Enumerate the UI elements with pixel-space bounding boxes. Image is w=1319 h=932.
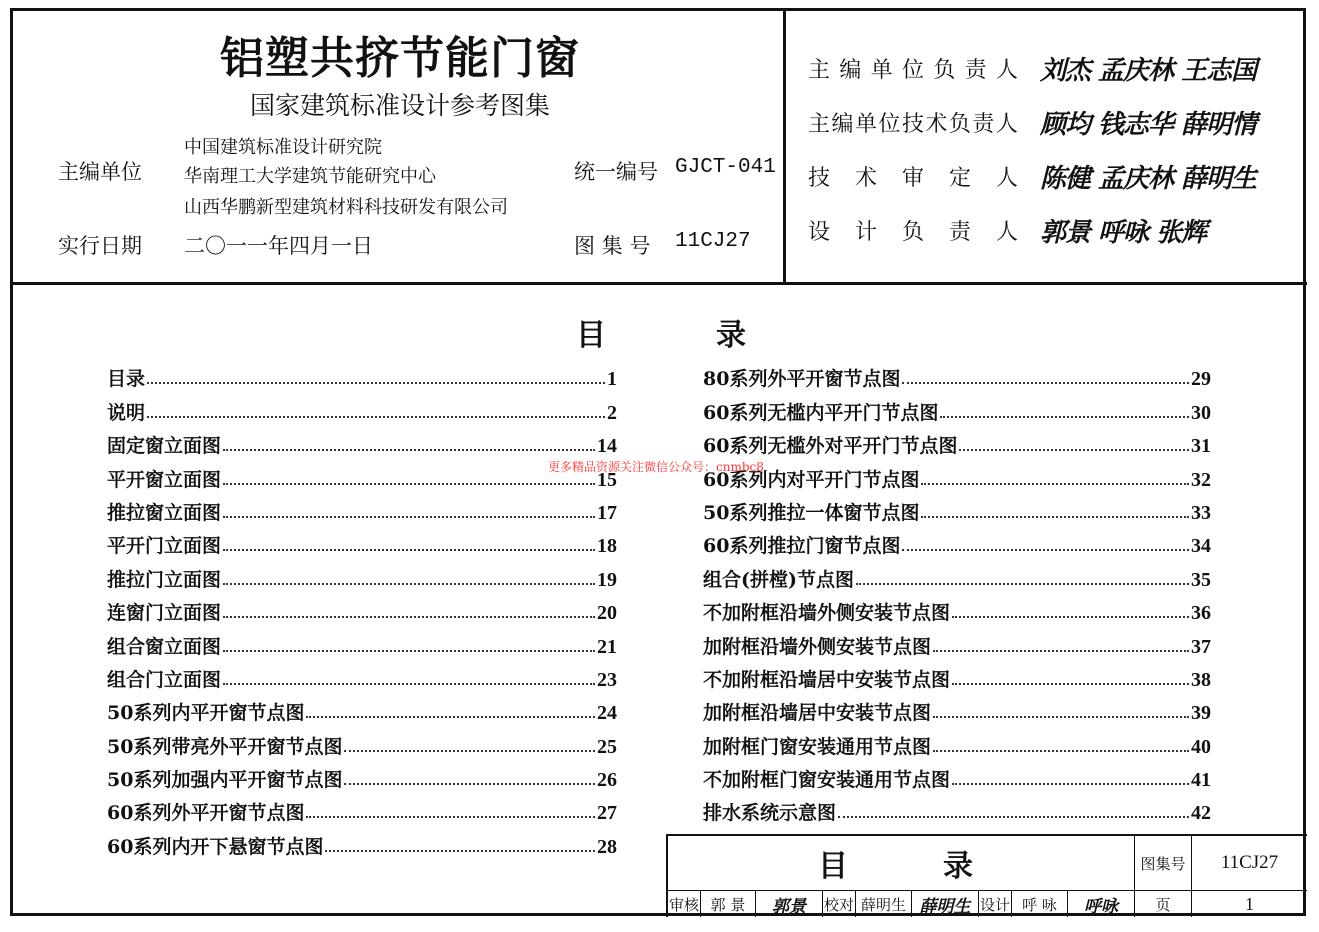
proofer-signature-cell: 薛明生 xyxy=(912,891,979,917)
atlas-title: 铝塑共挤节能门窗 xyxy=(220,33,580,84)
toc-entry[interactable]: 排水系统示意图 42 xyxy=(703,802,1211,825)
toc-entry[interactable]: 加附框沿墙外侧安装节点图 37 xyxy=(703,635,1211,658)
designer-name-cell: 呼 咏 xyxy=(1012,891,1068,917)
editor-label: 主编单位 xyxy=(58,160,142,184)
toc-entry[interactable]: 50系列推拉一体窗节点图 33 xyxy=(703,501,1211,524)
design-label-cell: 设计 xyxy=(979,891,1012,917)
responsible-label: 技 术 审 定 人 xyxy=(808,166,1018,191)
responsible-label: 主 编 单 位 负 责 人 xyxy=(808,58,1018,83)
toc-entry[interactable]: 组合(拼樘)节点图 35 xyxy=(703,568,1211,591)
toc-entry[interactable]: 60系列内对平开门节点图 32 xyxy=(703,468,1211,491)
page-label-cell: 页 xyxy=(1135,891,1192,917)
title-block xyxy=(666,834,1307,917)
toc-entry[interactable]: 推拉窗立面图 17 xyxy=(107,501,617,524)
proof-label-cell: 校对 xyxy=(823,891,856,917)
watermark-text: 更多精品资源关注微信公众号：cnmbc8 xyxy=(548,460,764,474)
proofer-name-cell: 薛明生 xyxy=(856,891,912,917)
unified-code-label: 统一编号 xyxy=(574,160,658,184)
designer-signature-cell: 呼咏 xyxy=(1068,891,1135,917)
toc-title-left: 目 xyxy=(576,318,606,353)
toc-entry[interactable]: 不加附框沿墙居中安装节点图 38 xyxy=(703,668,1211,691)
effective-date-label: 实行日期 xyxy=(58,234,142,258)
toc-entry[interactable]: 不加附框门窗安装通用节点图 41 xyxy=(703,769,1211,792)
toc-entry[interactable]: 组合门立面图 23 xyxy=(107,668,617,691)
unified-code: GJCT-041 xyxy=(675,156,776,179)
sheet-title-right: 录 xyxy=(943,849,973,884)
atlas-number: 11CJ27 xyxy=(675,230,751,253)
signature: 陈健 孟庆林 薛明生 xyxy=(1040,164,1257,194)
toc-entry[interactable]: 组合窗立面图 21 xyxy=(107,635,617,658)
toc-right-column xyxy=(703,358,1211,825)
signature: 刘杰 孟庆林 王志国 xyxy=(1040,56,1257,86)
toc-entry[interactable]: 不加附框沿墙外侧安装节点图 36 xyxy=(703,602,1211,625)
toc-entry[interactable]: 60系列无槛外对平开门节点图 31 xyxy=(703,435,1211,458)
toc-entry[interactable]: 推拉门立面图 19 xyxy=(107,568,617,591)
reviewer-name-cell: 郭 景 xyxy=(701,891,756,917)
responsible-row-design xyxy=(808,212,1206,249)
toc-left-column xyxy=(107,358,617,859)
editor-org-2: 华南理工大学建筑节能研究中心 xyxy=(184,166,436,187)
responsible-row-review xyxy=(808,158,1256,195)
toc-entry[interactable]: 60系列无槛内平开门节点图 30 xyxy=(703,401,1211,424)
toc-entry[interactable]: 50系列加强内平开窗节点图 26 xyxy=(107,769,617,792)
toc-title-right: 录 xyxy=(716,318,746,353)
toc-entry[interactable]: 说明 2 xyxy=(107,401,617,424)
toc-entry[interactable]: 固定窗立面图 14 xyxy=(107,435,617,458)
editor-org-1: 中国建筑标准设计研究院 xyxy=(184,137,382,158)
atlas-no-cell: 11CJ27 xyxy=(1220,852,1279,873)
atlas-number-label: 图 集 号 xyxy=(574,234,651,258)
reviewer-signature-cell: 郭景 xyxy=(756,891,823,917)
sheet-title-cell xyxy=(668,836,1135,890)
effective-date: 二〇一一年四月一日 xyxy=(184,234,373,258)
page-number-cell: 1 xyxy=(1245,893,1254,914)
toc-entry[interactable]: 加附框门窗安装通用节点图 40 xyxy=(703,735,1211,758)
toc-entry[interactable]: 60系列内开下悬窗节点图 28 xyxy=(107,835,617,858)
toc-entry[interactable]: 平开窗立面图 15 xyxy=(107,468,617,491)
responsible-row-chief-unit xyxy=(808,50,1256,87)
toc-entry[interactable]: 60系列推拉门窗节点图 34 xyxy=(703,535,1211,558)
toc-entry[interactable]: 目录 1 xyxy=(107,368,617,391)
signature: 顾均 钱志华 薛明情 xyxy=(1040,110,1257,140)
responsible-label: 主 编 单 位 技 术 负 责 人 xyxy=(808,112,1018,137)
responsible-label: 设 计 负 责 人 xyxy=(808,220,1018,245)
review-label-cell: 审核 xyxy=(668,891,701,917)
atlas-subtitle: 国家建筑标准设计参考图集 xyxy=(249,91,550,120)
editor-org-3: 山西华鹏新型建筑材料科技研发有限公司 xyxy=(184,197,508,218)
signature: 郭景 呼咏 张辉 xyxy=(1040,218,1207,248)
toc-entry[interactable]: 50系列带亮外平开窗节点图 25 xyxy=(107,735,617,758)
toc-entry[interactable]: 加附框沿墙居中安装节点图 39 xyxy=(703,702,1211,725)
atlas-no-label-cell: 图集号 xyxy=(1135,836,1192,890)
toc-entry[interactable]: 平开门立面图 18 xyxy=(107,535,617,558)
sheet-title-left: 目 xyxy=(818,849,848,884)
header-divider xyxy=(10,282,1307,285)
toc-entry[interactable]: 80系列外平开窗节点图 29 xyxy=(703,368,1211,391)
responsible-row-technical xyxy=(808,104,1256,141)
toc-entry[interactable]: 连窗门立面图 20 xyxy=(107,602,617,625)
toc-entry[interactable]: 60系列外平开窗节点图 27 xyxy=(107,802,617,825)
toc-entry[interactable]: 50系列内平开窗节点图 24 xyxy=(107,702,617,725)
